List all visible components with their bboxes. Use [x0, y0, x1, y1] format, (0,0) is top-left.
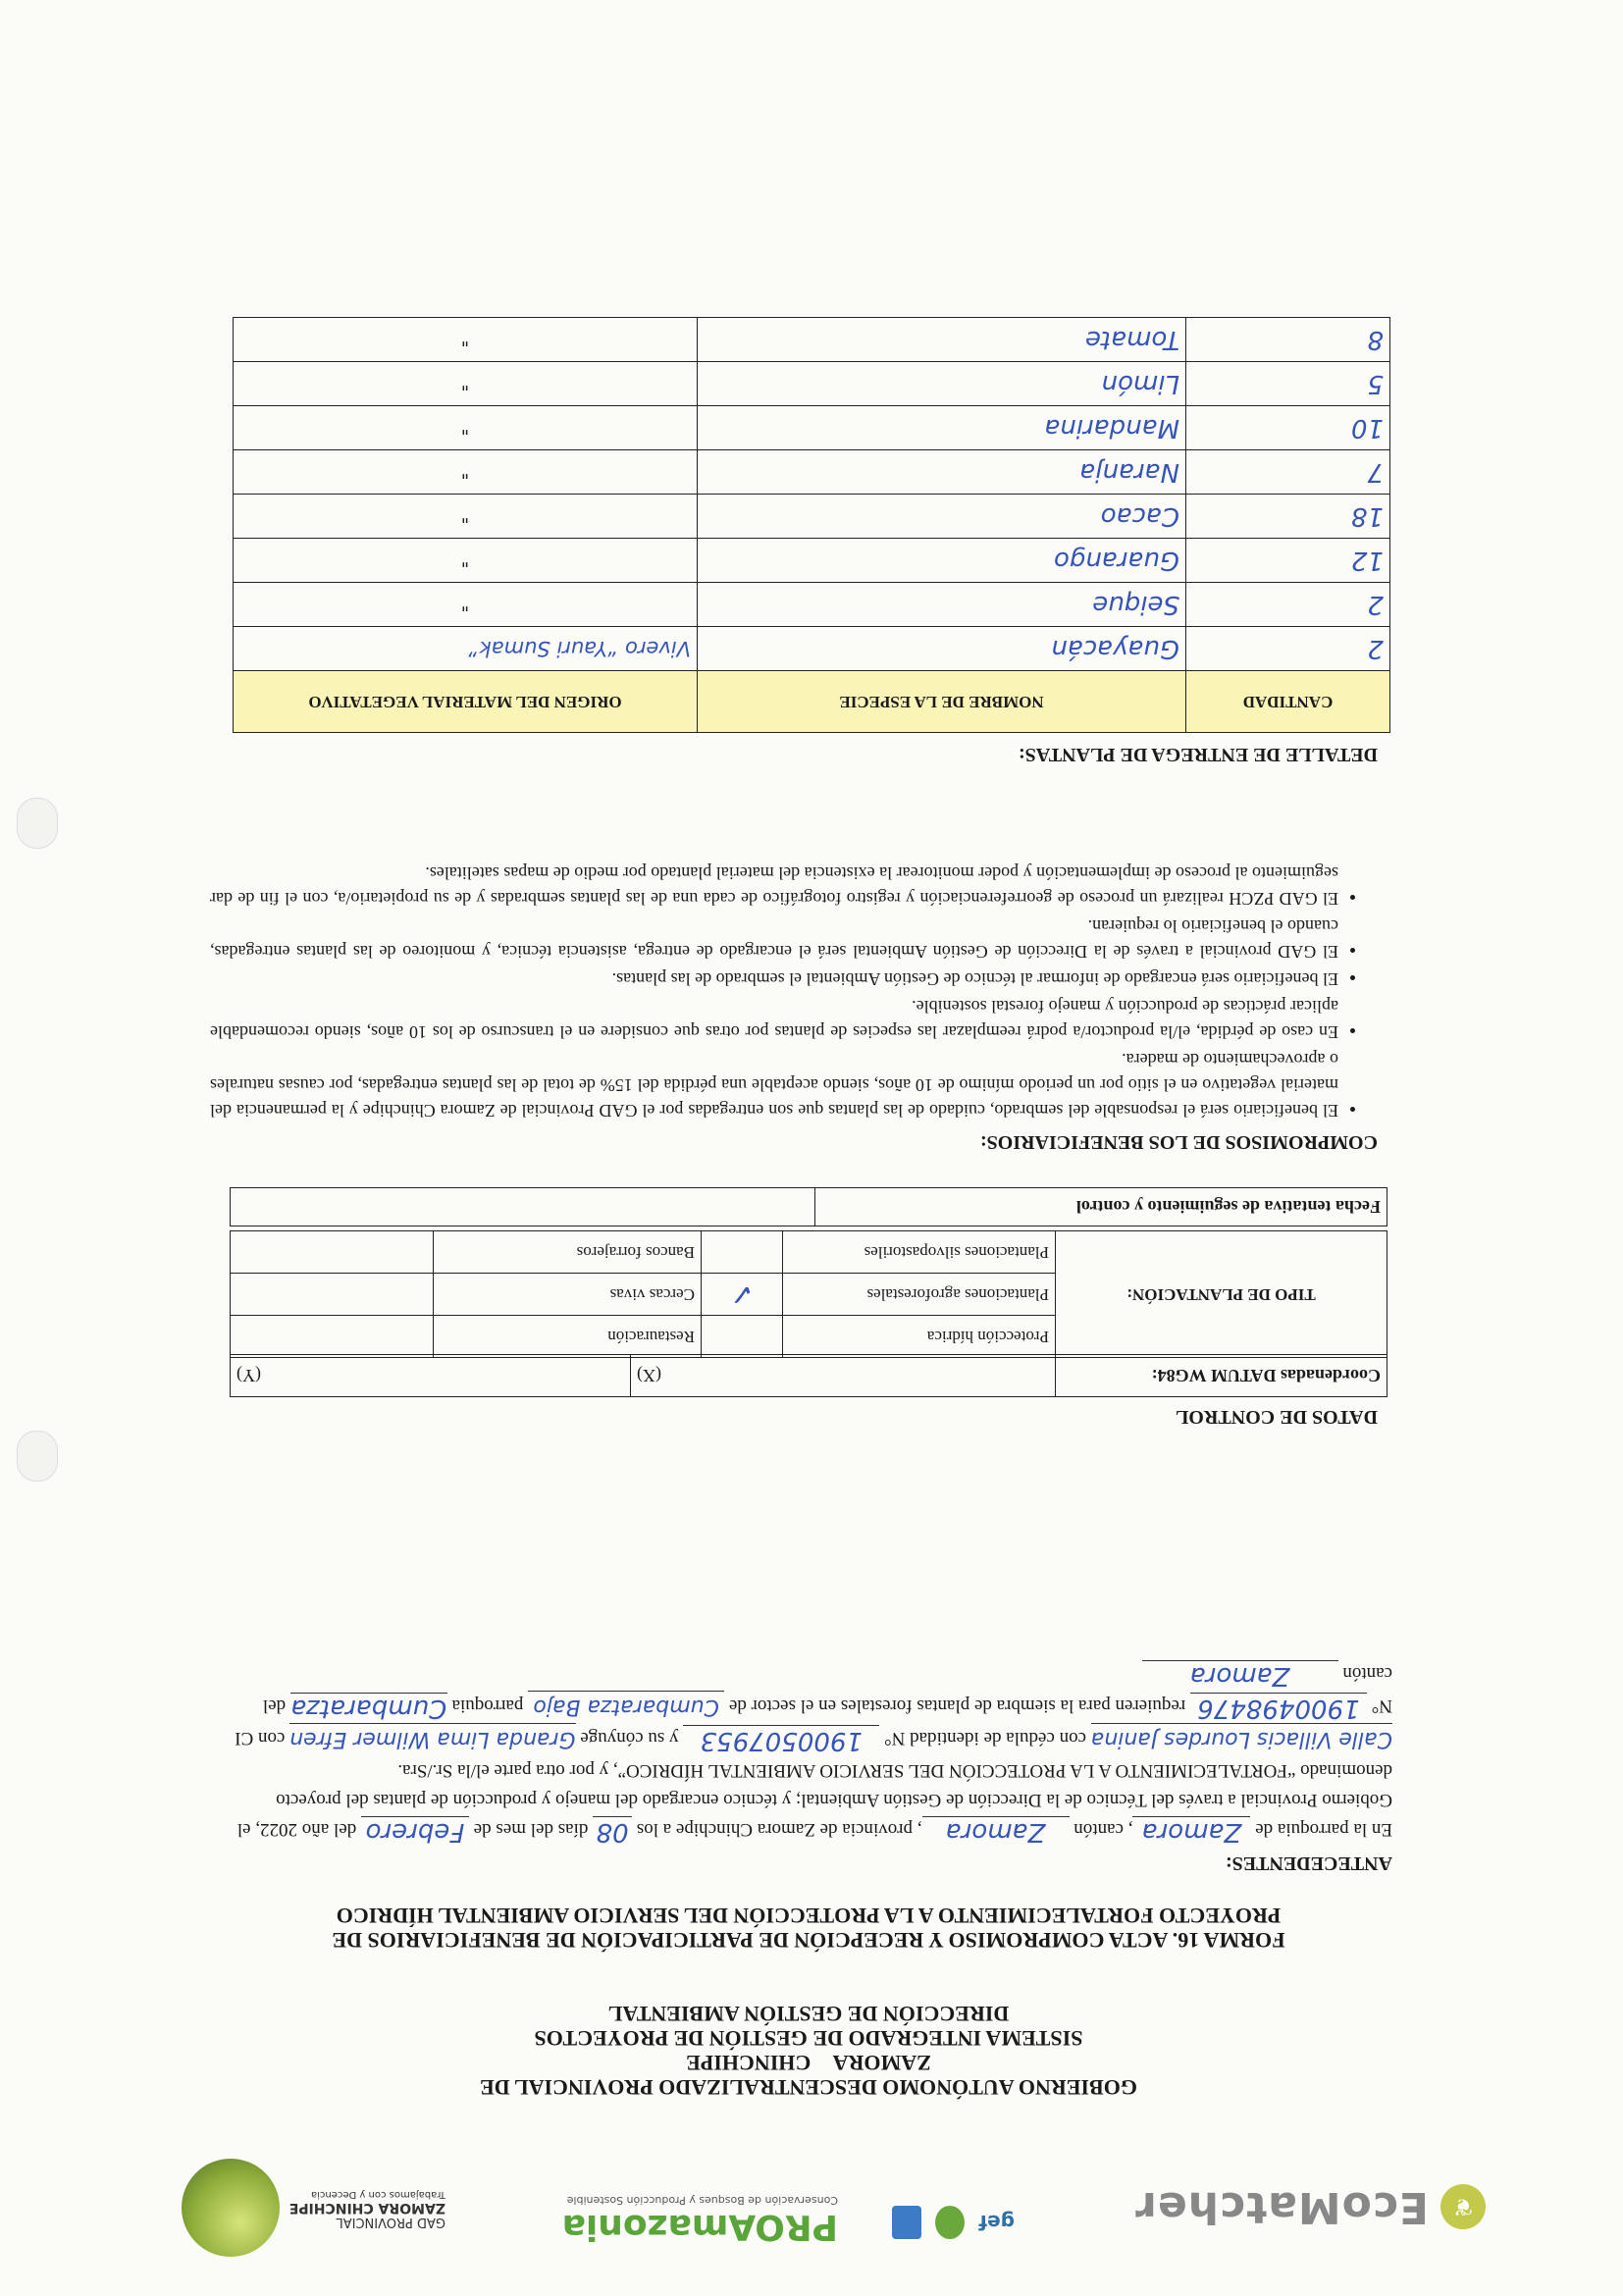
proamazonia-subtitle: Conservación de Bosques y Producción Sostenible: [566, 2194, 838, 2207]
cantidad-cell: 12: [1186, 539, 1390, 583]
type-cercas-vivas: Cercas vivas: [434, 1274, 702, 1316]
conyuge-field: Granda Lima Wilmer Efren: [289, 1723, 575, 1753]
fecha-label: Fecha tentativa de seguimiento y control: [815, 1188, 1387, 1226]
compromiso-item: • El beneficiario será el responsable del sembrado, cuidado de las plantas que son entregadas por el GAD Provincial de Zamora Chinchipe y la permanencia del material vegetativo en el sitio por un periodo mínimo de 10 años, siendo aceptable una pérdida del 15% de total de las plantas entregadas, por causas naturales o aprovechamiento de madera.: [210, 1047, 1338, 1123]
text-fragment: con CI N°: [235, 1696, 1392, 1748]
cantidad-cell: 8: [1186, 318, 1390, 362]
origen-cell: ": [234, 318, 698, 362]
parroquia2-field: Cumbaratza: [290, 1694, 447, 1723]
table-row: [234, 406, 1390, 450]
ecomatcher-logo: [1134, 2182, 1486, 2232]
compromiso-item: • El GAD PZCH realizará un proceso de georreferenciación y registro fotográfico de cada una de las plantas sembradas y de su propietario/a, con el fin de dar seguimiento al proceso de implementación y poder monitorear la existencia del material plantado por medio de mapas satelitales.: [210, 861, 1338, 912]
punch-hole: [17, 798, 58, 849]
detalle-table: [233, 317, 1390, 733]
especie-cell: Limón: [698, 362, 1186, 406]
especie-cell: Guayacán: [698, 627, 1186, 671]
col-especie: NOMBRE DE LA ESPECIE: [698, 671, 1186, 733]
origen-cell: ": [234, 406, 698, 450]
logo-bar: [112, 2110, 1486, 2257]
type-proteccion-hidrica: Protección hídrica: [783, 1316, 1056, 1358]
gad-line-2: ZAMORA CHINCHIPE: [288, 2200, 445, 2216]
compromiso-item: • En caso de pérdida, el/la productor/a podrá reemplazar las especies de plantas por otras que considere en el transcurso de los 10 años, siendo recomendable aplicar prácticas de producción y manejo forestal sostenible.: [210, 994, 1338, 1045]
table-row: [234, 539, 1390, 583]
cantidad-cell: 2: [1186, 627, 1390, 671]
antecedentes-heading: ANTECEDENTES:: [1225, 1852, 1392, 1874]
text-fragment: del año 2022, el Gobierno Provincial a través del Técnico de la Dirección de Gestión Ambiental; y técnico encargado del manejo y producción de plantas del proyecto denominado “FORTALECIMIENTO A LA PROTECCIÓN DEL SERVICIO AMBIENTAL HÍDRICO”, y por otra parte el/la Sr./Sra.: [236, 1760, 1392, 1840]
cantidad-cell: 5: [1186, 362, 1390, 406]
check-cercas-vivas[interactable]: [231, 1274, 434, 1316]
origen-cell: ": [234, 583, 698, 627]
green-fund-icon: [935, 2206, 965, 2239]
text-fragment: En la parroquia de: [1255, 1819, 1392, 1840]
antecedentes-paragraph: [225, 1658, 1392, 1847]
ci-conyuge-field: 1900498476: [1190, 1693, 1367, 1723]
detalle-heading: DETALLE DE ENTREGA DE PLANTAS:: [1019, 744, 1378, 765]
cantidad-cell: 18: [1186, 495, 1390, 539]
compromiso-item: • El beneficiario será encargado de informar al técnico de Gestión Ambiental el sembrado de las plantas.: [210, 966, 1338, 992]
col-cantidad: CANTIDAD: [1186, 671, 1390, 733]
especie-cell: Tomate: [698, 318, 1186, 362]
proamazonia-text: PROAmazonia: [561, 2207, 838, 2247]
institution-header: [190, 2002, 1427, 2100]
origen-cell: ": [234, 362, 698, 406]
tipo-plantacion-label: TIPO DE PLANTACIÓN:: [1056, 1231, 1387, 1358]
col-origen: ORIGEN DEL MATERIAL VEGETATIVO: [234, 671, 698, 733]
y-label: (Y): [231, 1355, 631, 1397]
origen-cell: ": [234, 539, 698, 583]
text-fragment: requieren para la siembra de plantas forestales en el sector de: [728, 1696, 1186, 1716]
beneficiario-field: Calle Villacis Lourdes Janina: [1091, 1723, 1392, 1753]
gad-text: [289, 2187, 445, 2228]
title-line-1: FORMA 16. ACTA COMPROMISO Y RECEPCIÓN DE PARTICIPACIÓN DE BENEFICIARIOS DE: [332, 1928, 1285, 1953]
compromisos-list: [210, 859, 1366, 1123]
cantidad-cell: 10: [1186, 406, 1390, 450]
parroquia-field: Zamora: [1132, 1816, 1250, 1847]
undp-icon: [892, 2206, 921, 2239]
gad-line-3: Trabajamos con y Decencia: [311, 2189, 445, 2200]
header-line-2: ZAMORA CHINCHIPE: [686, 2051, 931, 2075]
form-title: [205, 1904, 1412, 1953]
ecomatcher-leaf-icon: ❦: [1440, 2185, 1486, 2230]
table-row: [234, 627, 1390, 671]
origen-cell: ": [234, 495, 698, 539]
punch-hole: [17, 1431, 58, 1482]
especie-cell: Mandarina: [698, 406, 1186, 450]
especie-cell: Guarango: [698, 539, 1186, 583]
canton-field: Zamora: [922, 1816, 1070, 1847]
text-fragment: con cédula de identidad N°: [884, 1728, 1086, 1748]
gad-line-1: GAD PROVINCIAL: [336, 2215, 445, 2229]
especie-cell: Cacao: [698, 495, 1186, 539]
compromisos-heading: COMPROMISOS DE LOS BENEFICIARIOS:: [979, 1131, 1378, 1153]
text-fragment: del cantón: [262, 1663, 1392, 1716]
text-fragment: días del mes de: [473, 1819, 589, 1840]
text-fragment: y su cónyuge: [580, 1728, 679, 1748]
cantidad-cell: 7: [1186, 450, 1390, 495]
check-restauracion[interactable]: [231, 1316, 434, 1358]
text-fragment: , provincia de Zamora Chinchipe a los: [636, 1819, 922, 1840]
partner-logos: [892, 2206, 1015, 2239]
mes-field: Febrero: [361, 1816, 469, 1847]
text-fragment: , cantón: [1073, 1819, 1133, 1840]
origen-cell: Vivero “Yauri Sumak”: [234, 627, 698, 671]
gad-globe-icon: [182, 2159, 280, 2257]
especie-cell: Naranja: [698, 450, 1186, 495]
sector-field: Cumbaratza Bajo: [528, 1691, 724, 1721]
canton2-field: Zamora: [1142, 1660, 1338, 1691]
cedula-field: 1900507953: [683, 1725, 879, 1755]
type-agroforestales: Plantaciones agroforestales: [783, 1274, 1056, 1316]
cantidad-cell: 2: [1186, 583, 1390, 627]
especie-cell: Seique: [698, 583, 1186, 627]
table-row: [234, 583, 1390, 627]
type-silvopastoriles: Plantaciones silvopastoriles: [783, 1231, 1056, 1274]
coords-label: Coordenadas DATUM WG84:: [1056, 1355, 1387, 1397]
gad-logo: [182, 2159, 445, 2257]
proamazonia-logo: [562, 2194, 838, 2247]
x-label: (X): [631, 1355, 1056, 1397]
type-bancos-forrajeros: Bancos forrajeros: [434, 1231, 702, 1274]
plantation-type-table: [230, 1230, 1387, 1358]
dia-field: 08: [593, 1816, 632, 1847]
coords-table: [230, 1354, 1387, 1397]
type-restauracion: Restauración: [434, 1316, 702, 1358]
gef-text: gef: [978, 2211, 1015, 2234]
table-row: [234, 318, 1390, 362]
compromiso-item: • El GAD provincial a través de la Dirección de Gestión Ambiental será el encargado de entrega, asistencia técnica, y monitoreo de las plantas entregadas, cuando el beneficiario lo requieran.: [210, 913, 1338, 965]
text-fragment: parroquia: [451, 1696, 524, 1716]
check-agroforestales[interactable]: ✓: [702, 1274, 783, 1316]
header-line-1: GOBIERNO AUTÓNOMO DESCENTRALIZADO PROVINCIAL DE: [480, 2075, 1137, 2100]
fecha-field[interactable]: [231, 1188, 815, 1226]
origen-cell: ": [234, 450, 698, 495]
table-row: [234, 495, 1390, 539]
fecha-table: [230, 1187, 1387, 1226]
ecomatcher-text: EcoMatcher: [1134, 2182, 1429, 2232]
table-row: [234, 450, 1390, 495]
header-line-4: DIRECCIÓN DE GESTIÓN AMBIENTAL: [607, 2002, 1010, 2026]
title-line-2: PROYECTO FORTALECIMIENTO A LA PROTECCIÓN DEL SERVICIO AMBIENTAL HÍDRICO: [336, 1904, 1282, 1928]
datos-control-heading: DATOS DE CONTROL: [1176, 1406, 1378, 1428]
check-silvopastoriles[interactable]: [702, 1231, 783, 1274]
header-line-3: SISTEMA INTEGRADO DE GESTIÓN DE PROYECTOS: [534, 2026, 1083, 2051]
check-bancos-forrajeros[interactable]: [231, 1231, 434, 1274]
table-row: [234, 362, 1390, 406]
check-proteccion-hidrica[interactable]: [702, 1316, 783, 1358]
